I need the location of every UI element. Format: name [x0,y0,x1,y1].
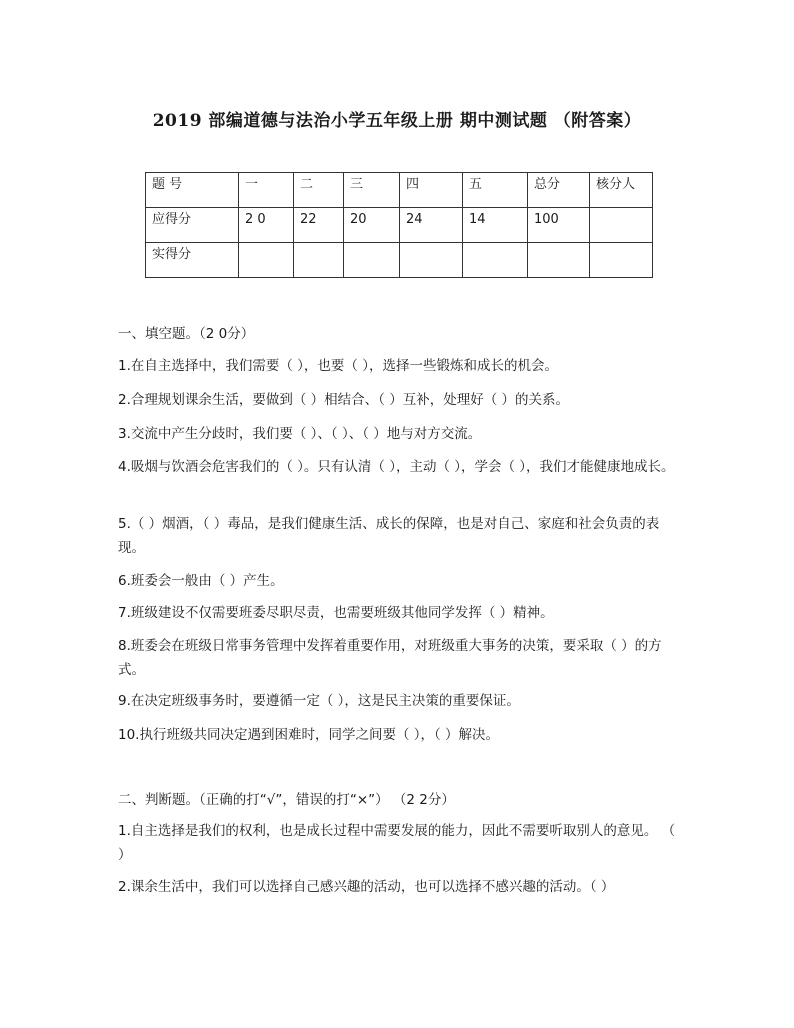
table-cell: 应得分 [146,208,239,243]
table-cell: 2 0 [239,208,294,243]
section2-heading: 二、判断题。（正确的打“√”，错误的打“×”） （2 2分） [118,792,455,808]
table-row-actual [146,243,653,278]
table-cell [344,243,400,278]
table-cell: 24 [400,208,463,243]
table-cell: 五 [463,173,528,208]
table-cell: 题 号 [146,173,239,208]
question-2-2: 2.课余生活中，我们可以选择自己感兴趣的活动，也可以选择不感兴趣的活动。（ ） [118,879,615,895]
table-cell [590,208,653,243]
question-2-1: 1.自主选择是我们的权利，也是成长过程中需要发展的能力，因此不需要听取别人的意见。 （ ） [118,823,676,863]
table-row-header [146,173,653,208]
table-cell [528,243,590,278]
question-1-5: 5.（ ）烟酒，（ ）毒品，是我们健康生活、成长的保障，也是对自己、家庭和社会负责的表现。 [118,516,660,556]
table-cell: 四 [400,173,463,208]
question-1-9: 9.在决定班级事务时，要遵循一定（ ），这是民主决策的重要保证。 [118,693,520,709]
question-1-10: 10.执行班级共同决定遇到困难时，同学之间要（ ），（ ）解决。 [118,727,500,743]
table-cell [239,243,294,278]
score-table [145,172,653,278]
table-cell: 核分人 [590,173,653,208]
question-1-2: 2.合理规划课余生活，要做到（ ）相结合、（ ）互补，处理好（ ）的关系。 [118,392,570,408]
table-cell [400,243,463,278]
table-cell: 一 [239,173,294,208]
question-1-8: 8.班委会在班级日常事务管理中发挥着重要作用，对班级重大事务的决策，要采取（ ）的方式。 [118,638,662,678]
table-cell: 三 [344,173,400,208]
question-1-6: 6.班委会一般由（ ）产生。 [118,573,284,589]
table-cell: 22 [294,208,344,243]
table-cell: 二 [294,173,344,208]
table-cell: 实得分 [146,243,239,278]
section1-heading: 一、填空题。（2 0分） [118,326,255,342]
question-1-7: 7.班级建设不仅需要班委尽职尽责，也需要班级其他同学发挥（ ）精神。 [118,605,554,621]
table-cell: 20 [344,208,400,243]
table-cell: 14 [463,208,528,243]
table-cell [590,243,653,278]
table-cell [294,243,344,278]
table-cell [463,243,528,278]
page-title: 2019 部编道德与法治小学五年级上册 期中测试题 （附答案） [152,111,642,131]
question-1-4: 4.吸烟与饮酒会危害我们的（ ）。只有认清（ ），主动（ ），学会（ ），我们才能健康地成长。 [118,459,675,475]
question-1-3: 3.交流中产生分歧时，我们要（ ）、（ ）、（ ）地与对方交流。 [118,426,482,442]
table-cell: 总分 [528,173,590,208]
question-1-1: 1.在自主选择中，我们需要（ ），也要（ ），选择一些锻炼和成长的机会。 [118,358,558,374]
table-cell: 100 [528,208,590,243]
table-row-due [146,208,653,243]
